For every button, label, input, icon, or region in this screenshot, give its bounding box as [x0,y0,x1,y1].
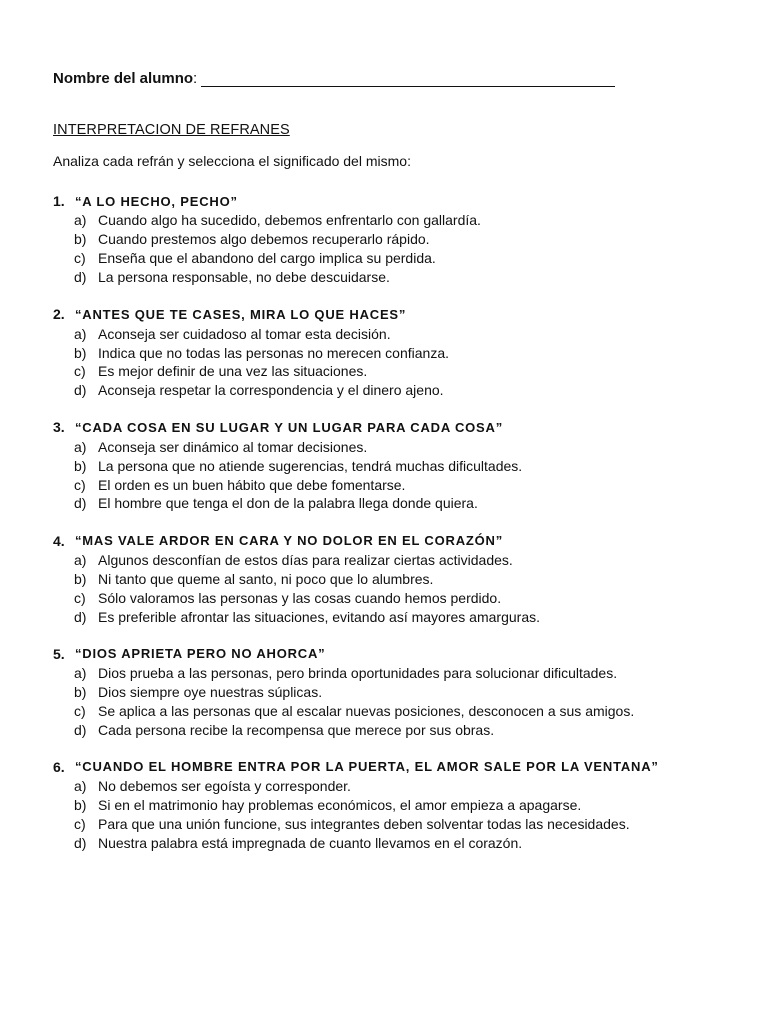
answer-option[interactable] [53,796,753,815]
question-heading [53,304,753,324]
answer-option[interactable] [53,588,753,607]
student-name-label: Nombre del alumno [53,70,194,87]
option-letter: a) [74,552,87,568]
option-letter: d) [74,382,87,399]
answer-option[interactable] [53,607,753,626]
option-letter: c) [74,816,86,833]
proverb-text: “CUANDO EL HOMBRE ENTRA POR LA PUERTA, EL AMOR SALE POR LA VENTANA” [75,759,659,775]
option-letter: c) [74,476,86,493]
option-text: El orden es un buen hábito que debe fomentarse. [98,476,406,493]
option-text: Para que una unión funcione, sus integrantes deben solventar todas las necesidades. [98,816,630,833]
option-text: El hombre que tenga el don de la palabra llega donde quiera. [98,495,478,512]
answer-option[interactable] [53,362,753,381]
proverb-text: “ANTES QUE TE CASES, MIRA LO QUE HACES” [75,306,407,322]
proverb-text: “MAS VALE ARDOR EN CARA Y NO DOLOR EN EL CORAZÓN” [75,533,504,549]
question-1 [53,191,753,304]
answer-option[interactable] [53,211,753,230]
question-2 [53,304,753,417]
option-text: La persona responsable, no debe descuidarse. [98,269,390,286]
answer-option[interactable] [53,569,753,588]
question-list [53,191,753,870]
question-heading [53,757,753,777]
student-name-line [53,70,615,87]
answer-option[interactable] [53,683,753,702]
answer-option[interactable] [53,249,753,268]
answer-option[interactable] [53,437,753,456]
option-text: Dios siempre oye nuestras súplicas. [98,684,323,701]
instructions-text: Analiza cada refrán y selecciona el significado del mismo: [53,153,411,169]
question-heading [53,531,753,551]
option-text: Es mejor definir de una vez las situaciones. [98,363,368,380]
answer-option[interactable] [53,324,753,343]
option-letter: b) [74,797,87,814]
option-letter: c) [74,702,86,719]
answer-option[interactable] [53,702,753,721]
option-text: Es preferible afrontar las situaciones, evitando así mayores amarguras. [98,608,540,625]
question-heading [53,644,753,664]
option-text: Ni tanto que queme al santo, ni poco que lo alumbres. [98,570,434,587]
option-text: Cuando prestemos algo debemos recuperarlo rápido. [98,231,430,248]
option-letter: a) [74,665,87,682]
answer-option[interactable] [53,494,753,513]
option-text: La persona que no atiende sugerencias, tendrá muchas dificultades. [98,457,523,474]
option-letter: a) [74,778,87,795]
answer-option[interactable] [53,268,753,287]
option-letter: d) [74,495,87,512]
option-text: Se aplica a las personas que al escalar nuevas posiciones, desconocen a sus amigos. [98,702,635,719]
option-letter: d) [74,608,87,625]
answer-option[interactable] [53,664,753,683]
answer-option[interactable] [53,343,753,362]
option-text: Algunos desconfían de estos días para realizar ciertas actividades. [98,552,513,568]
answer-option[interactable] [53,475,753,494]
option-letter: b) [74,231,87,248]
proverb-text: “A LO HECHO, PECHO” [75,193,238,209]
question-heading [53,191,753,211]
student-name-colon: : [193,70,198,87]
question-6 [53,757,753,870]
question-3 [53,417,753,530]
answer-option[interactable] [53,551,753,570]
question-number: 2. [53,306,65,323]
option-text: Cada persona recibe la recompensa que merece por sus obras. [98,721,495,738]
option-text: Indica que no todas las personas no merecen confianza. [98,344,450,361]
option-letter: b) [74,570,87,587]
proverb-text: “DIOS APRIETA PERO NO AHORCA” [75,646,326,662]
question-4 [53,531,753,644]
option-letter: b) [74,684,87,701]
question-5 [53,644,753,757]
page-title: INTERPRETACION DE REFRANES [53,122,290,138]
option-text: Aconseja respetar la correspondencia y el dinero ajeno. [98,382,444,399]
question-heading [53,417,753,437]
option-text: Sólo valoramos las personas y las cosas cuando hemos perdido. [98,589,502,606]
question-number: 6. [53,758,65,775]
option-letter: c) [74,250,86,267]
option-letter: c) [74,589,86,606]
option-text: Dios prueba a las personas, pero brinda oportunidades para solucionar dificultades. [98,665,618,682]
answer-option[interactable] [53,381,753,400]
answer-option[interactable] [53,777,753,796]
option-text: Aconseja ser cuidadoso al tomar esta decisión. [98,325,391,342]
student-name-blank[interactable] [201,70,615,87]
answer-option[interactable] [53,834,753,853]
answer-option[interactable] [53,815,753,834]
option-letter: d) [74,721,87,738]
answer-option[interactable] [53,720,753,739]
answer-option[interactable] [53,230,753,249]
option-text: Nuestra palabra está impregnada de cuanto llevamos en el corazón. [98,835,523,852]
answer-option[interactable] [53,456,753,475]
option-letter: b) [74,457,87,474]
proverb-text: “CADA COSA EN SU LUGAR Y UN LUGAR PARA CADA COSA” [75,419,504,435]
option-letter: a) [74,438,87,455]
option-letter: c) [74,363,86,380]
option-letter: b) [74,344,87,361]
question-number: 3. [53,419,65,436]
question-number: 4. [53,532,65,549]
option-text: Si en el matrimonio hay problemas económicos, el amor empieza a apagarse. [98,797,582,814]
question-number: 1. [53,193,65,209]
option-text: Enseña que el abandono del cargo implica su perdida. [98,250,436,267]
option-letter: a) [74,212,87,229]
option-text: No debemos ser egoísta y corresponder. [98,778,351,795]
question-number: 5. [53,645,65,662]
option-letter: d) [74,269,87,286]
option-text: Cuando algo ha sucedido, debemos enfrentarlo con gallardía. [98,212,481,229]
option-letter: d) [74,835,87,852]
option-text: Aconseja ser dinámico al tomar decisiones. [98,438,368,455]
option-letter: a) [74,325,87,342]
